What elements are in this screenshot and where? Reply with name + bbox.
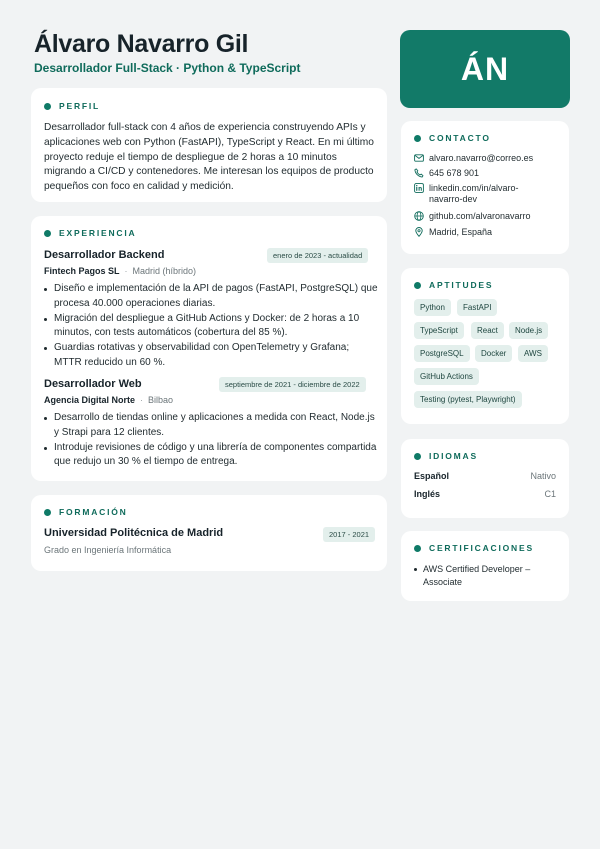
section-dot-icon: [44, 103, 51, 110]
contact-section-title: CONTACTO: [414, 133, 491, 143]
section-dot-icon: [414, 545, 421, 552]
section-dot-icon: [414, 453, 421, 460]
contact-email[interactable]: alvaro.navarro@correo.es: [414, 153, 533, 164]
skill-chip: GitHub Actions: [414, 368, 479, 385]
profile-section-title: PERFIL: [44, 101, 100, 111]
section-dot-icon: [414, 135, 421, 142]
education-dates: 2017 - 2021: [323, 527, 375, 542]
skill-chip: Testing (pytest, Playwright): [414, 391, 522, 408]
language-row: [414, 471, 556, 481]
skill-chip: FastAPI: [457, 299, 497, 316]
contact-github[interactable]: github.com/alvaronavarro: [414, 211, 531, 222]
language-row: [414, 489, 556, 499]
contact-location: Madrid, España: [414, 227, 492, 238]
language-name: Inglés: [414, 489, 441, 499]
skill-chip: AWS: [518, 345, 548, 362]
experience-section-title: EXPERIENCIA: [44, 228, 136, 238]
skill-chip: TypeScript: [414, 322, 464, 339]
mail-icon: [414, 153, 424, 163]
list-item: Guardias rotativas y observabilidad con OpenTelemetry y Grafana; MTTR reducido un 60 %.: [44, 341, 378, 371]
language-name: Español: [414, 471, 450, 481]
skills-section-title: APTITUDES: [414, 280, 493, 290]
job-org: Fintech Pagos SL · Madrid (híbrido): [44, 266, 197, 276]
list-item: Desarrollo de tiendas online y aplicaciones a medida con React, Node.js y Strapi para 12 clientes.: [44, 411, 378, 441]
section-dot-icon: [414, 282, 421, 289]
job-title: Desarrollador Backend: [44, 249, 165, 261]
certification-item: AWS Certified Developer – Associate: [414, 563, 554, 588]
list-item: Migración del despliegue a GitHub Actions y Docker: de 2 horas a 10 minutos, con tests automáticos (cobertura del 85 %).: [44, 312, 378, 342]
skill-chip: Docker: [475, 345, 512, 362]
phone-icon: [414, 168, 424, 178]
candidate-role: Desarrollador Full-Stack · Python & TypeScript: [34, 61, 301, 75]
skill-chip: Node.js: [509, 322, 548, 339]
section-dot-icon: [44, 509, 51, 516]
skill-chip: Python: [414, 299, 451, 316]
skill-chip: React: [471, 322, 504, 339]
job-dates: enero de 2023 - actualidad: [267, 248, 368, 263]
education-section-title: FORMACIÓN: [44, 507, 128, 517]
language-level: Nativo: [530, 471, 556, 481]
list-item: Diseño e implementación de la API de pagos (FastAPI, PostgreSQL) que procesa 40.000 operaciones diarias.: [44, 282, 378, 312]
job-bullets: [44, 282, 378, 371]
education-card: [31, 495, 387, 571]
profile-card: [31, 88, 387, 202]
job-title: Desarrollador Web: [44, 378, 142, 390]
job-dates: septiembre de 2021 - diciembre de 2022: [219, 377, 366, 392]
job-org: Agencia Digital Norte · Bilbao: [44, 395, 174, 405]
experience-card: [31, 216, 387, 481]
job-company: Agencia Digital Norte: [44, 395, 136, 405]
contact-linkedin[interactable]: linkedin.com/in/alvaro- navarro-dev: [414, 183, 519, 205]
contact-phone[interactable]: 645 678 901: [414, 168, 479, 179]
languages-section-title: IDIOMAS: [414, 451, 478, 461]
linkedin-icon: [414, 183, 424, 193]
education-school: Universidad Politécnica de Madrid: [44, 527, 224, 539]
job-bullets: [44, 411, 378, 470]
job-location: Bilbao: [148, 395, 174, 405]
skill-chip: PostgreSQL: [414, 345, 470, 362]
education-degree: Grado en Ingeniería Informática: [44, 545, 172, 555]
location-pin-icon: [414, 227, 424, 237]
list-item: Introduje revisiones de código y una librería de componentes compartida que redujo un 30 % el tiempo de entrega.: [44, 441, 378, 471]
job-company: Fintech Pagos SL: [44, 266, 120, 276]
job-location: Madrid (híbrido): [132, 266, 197, 276]
certifications-section-title: CERTIFICACIONES: [414, 543, 534, 553]
globe-icon: [414, 211, 424, 221]
language-level: C1: [544, 489, 556, 499]
initials-avatar: ÁN: [400, 30, 570, 108]
section-dot-icon: [44, 230, 51, 237]
profile-text: Desarrollador full-stack con 4 años de experiencia construyendo APIs y aplicaciones web con Python (FastAPI), TypeScript y React. En mi último proyecto reduje el tiempo de despliegue de 2 horas a 10 minutos migrando a CI/CD y contenedores. Me interesan los equipos de producto pequeños con foco en calidad y medición.: [44, 122, 374, 193]
candidate-name: Álvaro Navarro Gil: [34, 30, 249, 58]
